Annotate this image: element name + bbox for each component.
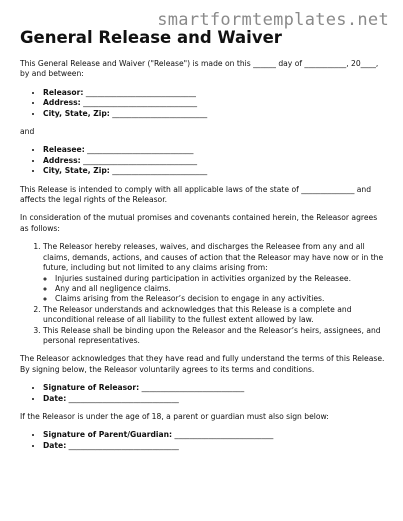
releasor-signature-field bbox=[43, 383, 388, 393]
field-blank[interactable]: _________________________ bbox=[112, 108, 208, 118]
document-title: General Release and Waiver bbox=[20, 28, 282, 47]
claim-item: ◦ Claims arising from the Releasor’s decision to engage in any activities. bbox=[55, 294, 388, 304]
field-label: Date: bbox=[43, 440, 67, 450]
consideration-paragraph: In consideration of the mutual promises and covenants contained herein, the Releasor agrees as follows: bbox=[20, 213, 378, 233]
field-blank[interactable]: ______________________________ bbox=[83, 98, 198, 108]
acknowledge-paragraph: The Releasor acknowledges that they have read and fully understand the terms of this Release. By signing below, the Releasor voluntarily agrees to its terms and conditions. bbox=[20, 354, 385, 374]
intro-paragraph: This General Release and Waiver ("Release") is made on this ______ day of ___________, 20____, by and between: bbox=[20, 59, 379, 79]
watermark-logo: smartformtemplates.net bbox=[157, 10, 389, 30]
releasee-city-field bbox=[43, 166, 388, 176]
releasor-name-field bbox=[43, 88, 388, 98]
guardian-date-field bbox=[43, 441, 388, 451]
claim-item: ◦ Any and all negligence claims. bbox=[55, 284, 388, 294]
releasee-fields bbox=[20, 145, 388, 176]
term-item: 3. This Release shall be binding upon the Releasor and the Releasor’s heirs, assignees, and personal representatives. bbox=[43, 326, 388, 347]
releasee-name-field bbox=[43, 145, 388, 155]
field-blank[interactable]: _____________________________ bbox=[68, 393, 179, 403]
field-label: Address: bbox=[43, 155, 81, 165]
document-page bbox=[20, 28, 388, 459]
releasor-signature-fields bbox=[20, 383, 388, 404]
term-text: The Releasor hereby releases, waives, and discharges the Releasee from any and all claims, demands, actions, and causes of action that the Releasor may have now or in the future, including but not limited to any claims arising from: bbox=[43, 242, 384, 273]
field-label: Releasee: bbox=[43, 145, 85, 155]
releasor-city-field bbox=[43, 109, 388, 119]
terms-list bbox=[20, 242, 388, 346]
term-item bbox=[43, 242, 388, 304]
field-blank[interactable]: _____________________________ bbox=[68, 440, 179, 450]
releasor-date-field bbox=[43, 394, 388, 404]
field-label: Releasor: bbox=[43, 87, 84, 97]
field-blank[interactable]: _____________________________ bbox=[85, 87, 196, 97]
minor-paragraph: If the Releasor is under the age of 18, a parent or guardian must also sign below: bbox=[20, 411, 329, 421]
claims-list bbox=[43, 274, 388, 305]
field-label: City, State, Zip: bbox=[43, 166, 110, 176]
guardian-signature-field bbox=[43, 430, 388, 440]
and-text: and bbox=[20, 127, 35, 137]
compliance-paragraph: This Release is intended to comply with all applicable laws of the state of ______________ and affects the legal rights of the Releasor. bbox=[20, 184, 372, 205]
releasor-fields bbox=[20, 88, 388, 119]
field-label: Signature of Releasor: bbox=[43, 383, 140, 393]
field-blank[interactable]: _________________________ bbox=[112, 166, 208, 176]
field-blank[interactable]: ___________________________ bbox=[141, 383, 245, 393]
field-blank[interactable]: ______________________________ bbox=[83, 155, 198, 165]
field-label: City, State, Zip: bbox=[43, 108, 110, 118]
field-label: Address: bbox=[43, 98, 81, 108]
term-item: 2. The Releasor understands and acknowledges that this Release is a complete and unconditional release of all liability to the fullest extent allowed by law. bbox=[43, 305, 388, 326]
field-blank[interactable]: __________________________ bbox=[174, 430, 274, 440]
claim-item: ◦ Injuries sustained during participation in activities organized by the Releasee. bbox=[55, 274, 388, 284]
field-label: Date: bbox=[43, 393, 67, 403]
releasee-address-field bbox=[43, 156, 388, 166]
field-blank[interactable]: ____________________________ bbox=[87, 145, 194, 155]
field-label: Signature of Parent/Guardian: bbox=[43, 430, 173, 440]
guardian-signature-fields bbox=[20, 430, 388, 451]
releasor-address-field bbox=[43, 98, 388, 108]
